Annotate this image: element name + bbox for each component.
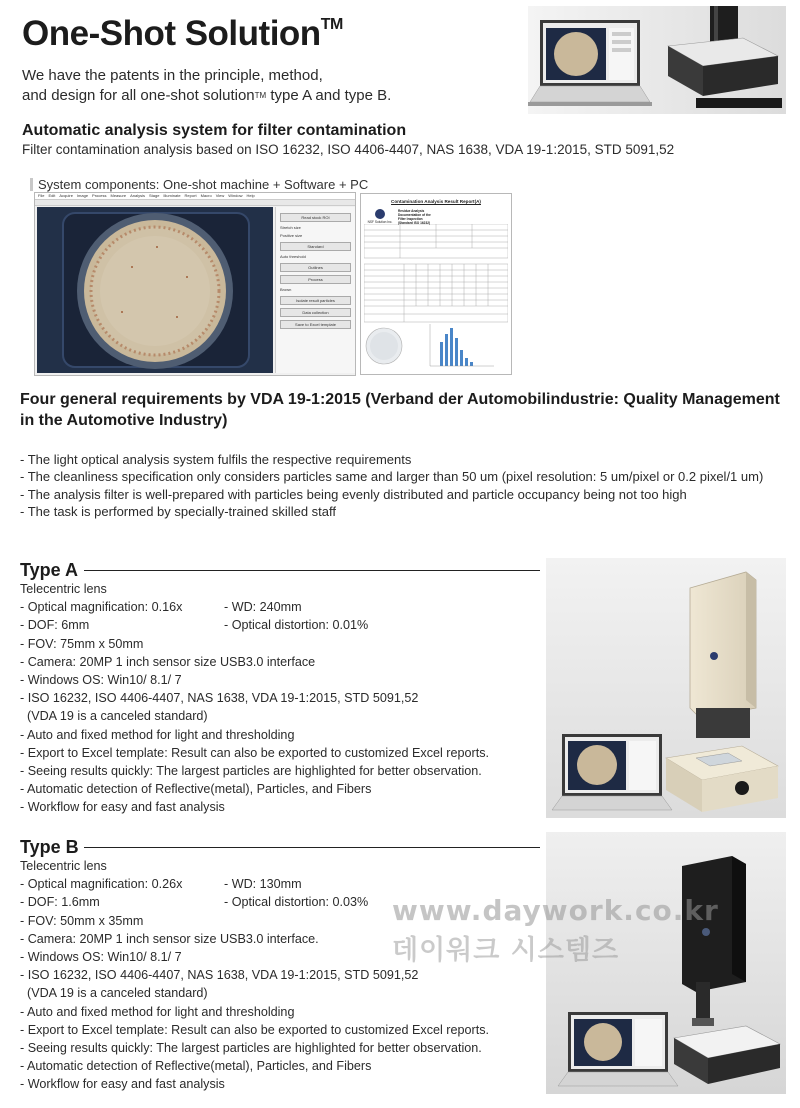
type-b-divider [84,847,540,848]
spec-item: - Windows OS: Win10/ 8.1/ 7 [20,949,182,964]
spec-item: - Export to Excel template: Result can also be exported to customized Excel reports. [20,1022,489,1037]
option-stretch[interactable]: Stretch size [280,225,301,230]
read-roi-button[interactable]: Read stock ROI [280,213,351,222]
menu-item: Measure [110,193,127,198]
spec-item: - Workflow for easy and fast analysis [20,1077,225,1092]
spec-item: - Camera: 20MP 1 inch sensor size USB3.0 interface [20,654,316,669]
type-a-product-photo [546,558,786,818]
menu-item: Stage [148,193,160,198]
outlines-button[interactable]: Outlines [280,263,351,272]
spec-magnification: - Optical magnification: 0.16x [20,600,183,615]
spec-row [20,875,540,893]
software-screenshot [34,192,356,376]
type-b-heading: Type B [20,837,79,857]
menu-item: View [215,193,225,198]
spec-row [20,616,540,634]
trademark-mark: TM [320,16,343,33]
option-positive[interactable]: Positive size [280,233,303,238]
save-excel-button[interactable]: Save to Excel template [280,320,351,329]
intro-line-2: and design for all one-shot solutionTM type A and type B. [22,87,392,104]
report-tables-and-chart [364,224,508,372]
software-toolbar [35,200,355,206]
type-a-heading: Type A [20,560,79,580]
spec-dof: - DOF: 6mm [20,618,90,633]
spec-distortion: - Optical distortion: 0.03% [224,895,369,910]
menu-item: File [38,193,45,198]
option-auto-threshold[interactable]: Auto threshold [280,254,306,259]
spec-item: - FOV: 75mm x 50mm [20,636,144,651]
spec-magnification: - Optical magnification: 0.26x [20,877,183,892]
list-item: - The light optical analysis system fulfils the respective requirements [20,452,412,467]
option-brown[interactable]: Brown [280,287,292,292]
watermark-korean: 데이워크 시스템즈 [392,935,620,966]
intro-text [22,66,391,106]
spec-distortion: - Optical distortion: 0.01% [224,618,369,633]
menu-item: Macro [200,193,212,198]
filter-image-view [37,207,273,373]
vda-heading: Four general requirements by VDA 19-1:2015 (Verband der Automobilindustrie: Quality Management in the Automotive Industry) [20,391,780,429]
report-title: Contamination Analysis Result Report(A) [391,199,481,204]
components-caption [30,177,368,192]
spec-wd: - WD: 130mm [224,877,302,892]
spec-item: - Automatic detection of Reflective(metal), Particles, and Fibers [20,782,372,797]
spec-item: - Workflow for easy and fast analysis [20,800,225,815]
spec-item: - Auto and fixed method for light and thresholding [20,727,295,742]
report-screenshot [360,193,512,375]
spec-item: - Export to Excel template: Result can also be exported to customized Excel reports. [20,745,489,760]
menu-item: Illuminate [163,193,181,198]
spec-item: - Auto and fixed method for light and thresholding [20,1004,295,1019]
spec-item: (VDA 19 is a canceled standard) [20,986,208,1001]
software-control-panel [275,207,355,373]
list-item: - The analysis filter is well-prepared with particles being evenly distributed and particle occupancy being not too high [20,486,687,502]
company-logo-icon [375,209,385,219]
spec-wd: - WD: 240mm [224,600,302,615]
type-a-divider [84,570,540,571]
list-item: - The task is performed by specially-trained skilled staff [20,504,336,520]
spec-lens: Telecentric lens [20,859,107,873]
menu-item: Acquire [59,193,73,198]
spec-item: - Seeing results quickly: The largest particles are highlighted for better observation. [20,1040,482,1055]
menu-item: Window [228,193,243,198]
hero-product-photo [528,6,786,114]
vda-requirements-list [20,451,790,521]
report-company: NSF Solution Inc. [365,209,395,225]
caption-marker [30,178,33,191]
spec-item: (VDA 19 is a canceled standard) [20,709,208,724]
spec-dof: - DOF: 1.6mm [20,895,100,910]
type-b-specs [20,857,540,1093]
menu-item: Process [92,193,107,198]
menu-item: Help [246,193,255,198]
spec-item: - ISO 16232, ISO 4406-4407, NAS 1638, VDA 19-1:2015, STD 5091,52 [20,691,419,706]
menu-item: Edit [48,193,56,198]
software-menu-bar [35,193,355,200]
isolate-button[interactable]: Isolate result particles [280,296,351,305]
process-button[interactable]: Process [280,275,351,284]
standard-button[interactable]: Standard [280,242,351,251]
menu-item: Report [184,193,197,198]
spec-item: - ISO 16232, ISO 4406-4407, NAS 1638, VDA 19-1:2015, STD 5091,52 [20,968,419,983]
report-doc-title: Residue Analysis Documentation of the Filter Inspection (Standard ISO 16232) [398,209,431,225]
spec-item: - Automatic detection of Reflective(metal), Particles, and Fibers [20,1059,372,1074]
analysis-heading: Automatic analysis system for filter contamination [22,122,407,139]
spec-item: - FOV: 50mm x 35mm [20,913,144,928]
data-collection-button[interactable]: Data collection [280,308,351,317]
spec-row [20,598,540,616]
spec-item: - Windows OS: Win10/ 8.1/ 7 [20,672,182,687]
analysis-subheading: Filter contamination analysis based on ISO 16232, ISO 4406-4407, NAS 1638, VDA 19-1:2015, STD 5091,52 [22,142,675,157]
type-a-machine-illustration [546,558,786,818]
spec-item: - Seeing results quickly: The largest particles are highlighted for better observation. [20,763,482,778]
watermark-url: www.daywork.co.kr [392,894,719,927]
menu-item: Analysis [130,193,145,198]
spec-lens: Telecentric lens [20,582,107,596]
laptop-and-machine-illustration [528,6,786,114]
components-caption-text: System components: One-shot machine + Software + PC [38,177,369,192]
type-a-specs [20,580,540,816]
intro-line-1: We have the patents in the principle, method, [22,67,323,84]
menu-item: Image [76,193,89,198]
page-title: One-Shot Solution™ [22,14,343,53]
list-item: - The cleanliness specification only considers particles same and larger than 50 um (pixel resolution: 5 um/pixel or 0.2 pixel/1 um) [20,469,764,485]
spec-item: - Camera: 20MP 1 inch sensor size USB3.0 interface. [20,931,319,946]
